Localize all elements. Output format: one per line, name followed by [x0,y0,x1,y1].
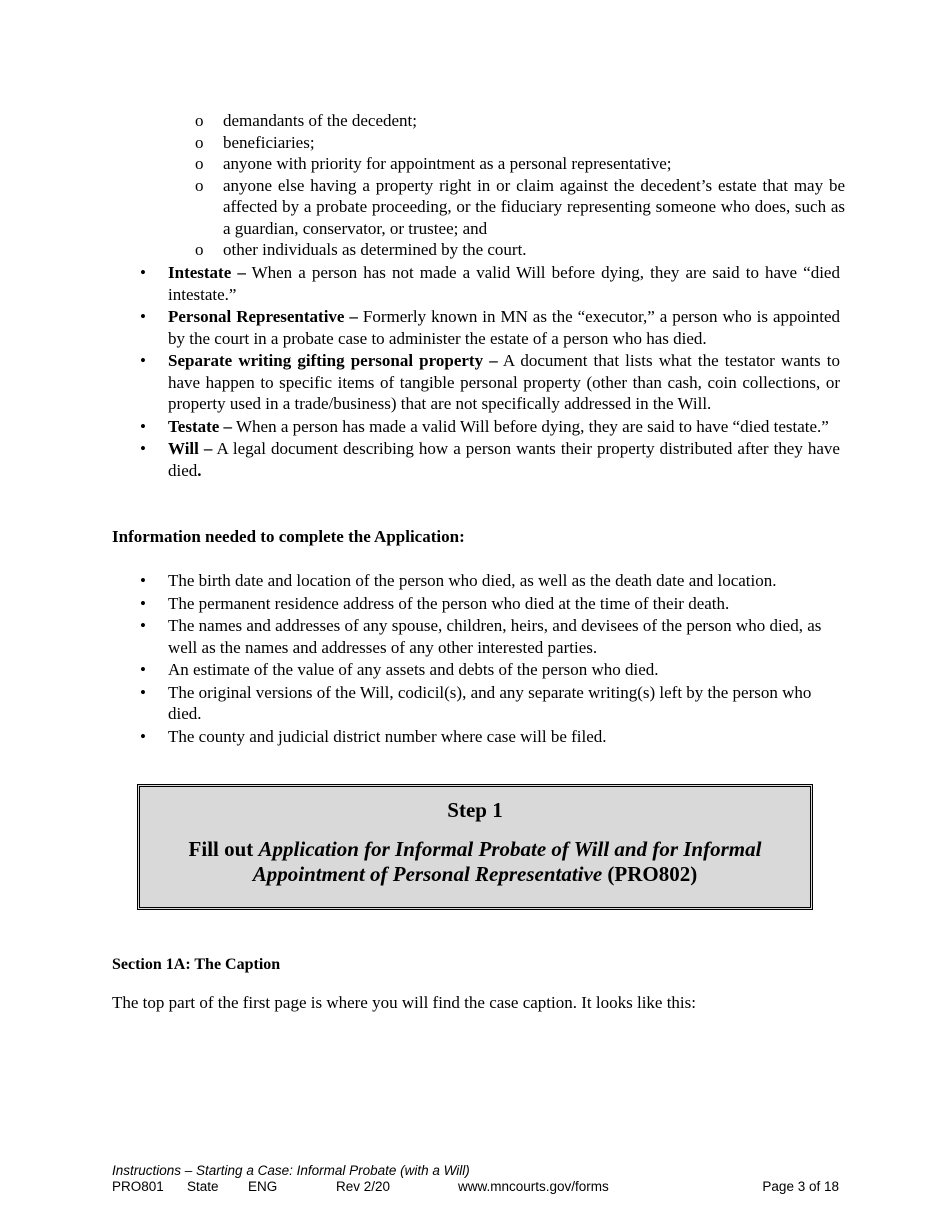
definition-term: Intestate – [168,263,246,282]
definitions-list [140,262,840,482]
footer-form-code: PRO801 [112,1179,164,1194]
list-item: • The county and judicial district number where case will be filed. [140,726,840,748]
footer-revision: Rev 2/20 [336,1179,391,1194]
list-item: o beneficiaries; [195,132,845,154]
list-item: • The names and addresses of any spouse, children, heirs, and devisees of the person who died, as well as the names and addresses of any other interested parties. [140,615,840,658]
step-box [137,784,813,910]
definition-will [140,438,840,481]
footer-row [112,1179,839,1196]
footer-url: www.mncourts.gov/forms [458,1179,609,1194]
definition-separate-writing [140,350,840,415]
definition-text: When a person has not made a valid Will before dying, they are said to have “died intestate.” [168,263,840,304]
step-title: Step 1 [447,798,503,822]
definition-tail: . [197,460,202,480]
footer-state: State [187,1179,219,1194]
list-item: o anyone with priority for appointment as a personal representative; [195,153,845,175]
info-needed-list [140,570,840,748]
definition-term: Personal Representative – [168,307,358,326]
step-form-name: Application for Informal Probate of Will and for Informal Appointment of Personal Representative [252,837,762,886]
definition-text: Formerly known in MN as the “executor,” a person who is appointed by the court in a probate case to administer the estate of a person who has died. [168,307,840,348]
list-item: • The birth date and location of the person who died, as well as the death date and location. [140,570,840,592]
list-item: • An estimate of the value of any assets and debts of the person who died. [140,659,840,681]
info-heading: Information needed to complete the Application: [112,527,465,546]
definition-testate [140,416,840,438]
caption-paragraph: The top part of the first page is where you will find the case caption. It looks like this: [112,993,696,1012]
definition-intestate [140,262,840,305]
definition-term: Testate – [168,416,233,436]
definition-text: A legal document describing how a person wants their property distributed after they have died [168,439,840,480]
footer-language: ENG [248,1179,278,1194]
page-footer [112,1163,839,1196]
list-item: • The original versions of the Will, codicil(s), and any separate writing(s) left by the person who died. [140,682,840,725]
list-item: o demandants of the decedent; [195,110,845,132]
list-item: o anyone else having a property right in or claim against the decedent’s estate that may be affected by a probate proceeding, or the fiduciary representing someone who does, such as a guardian, conservator, or trustee; and [195,175,845,240]
definition-text: A document that lists what the testator wants to have happen to specific items of tangible personal property (other than cash, coin collections, or property used in a trade/business) that are not specifically addressed in the Will. [168,351,840,413]
footer-title: Instructions – Starting a Case: Informal Probate (with a Will) [112,1163,470,1178]
definition-term: Separate writing gifting personal property – [168,351,498,370]
list-item: o other individuals as determined by the court. [195,239,845,261]
footer-page-number: Page 3 of 18 [762,1179,839,1194]
definition-text: When a person has made a valid Will before dying, they are said to have “died testate.” [232,416,829,436]
list-item: • The permanent residence address of the person who died at the time of their death. [140,593,840,615]
step-description [140,837,810,887]
section-heading: Section 1A: The Caption [112,956,281,973]
interested-persons-sublist [195,110,845,261]
step-form-code: (PRO802) [602,862,698,886]
definition-personal-representative [140,306,840,349]
definition-term: Will – [168,439,213,458]
step-prefix: Fill out [188,837,259,861]
